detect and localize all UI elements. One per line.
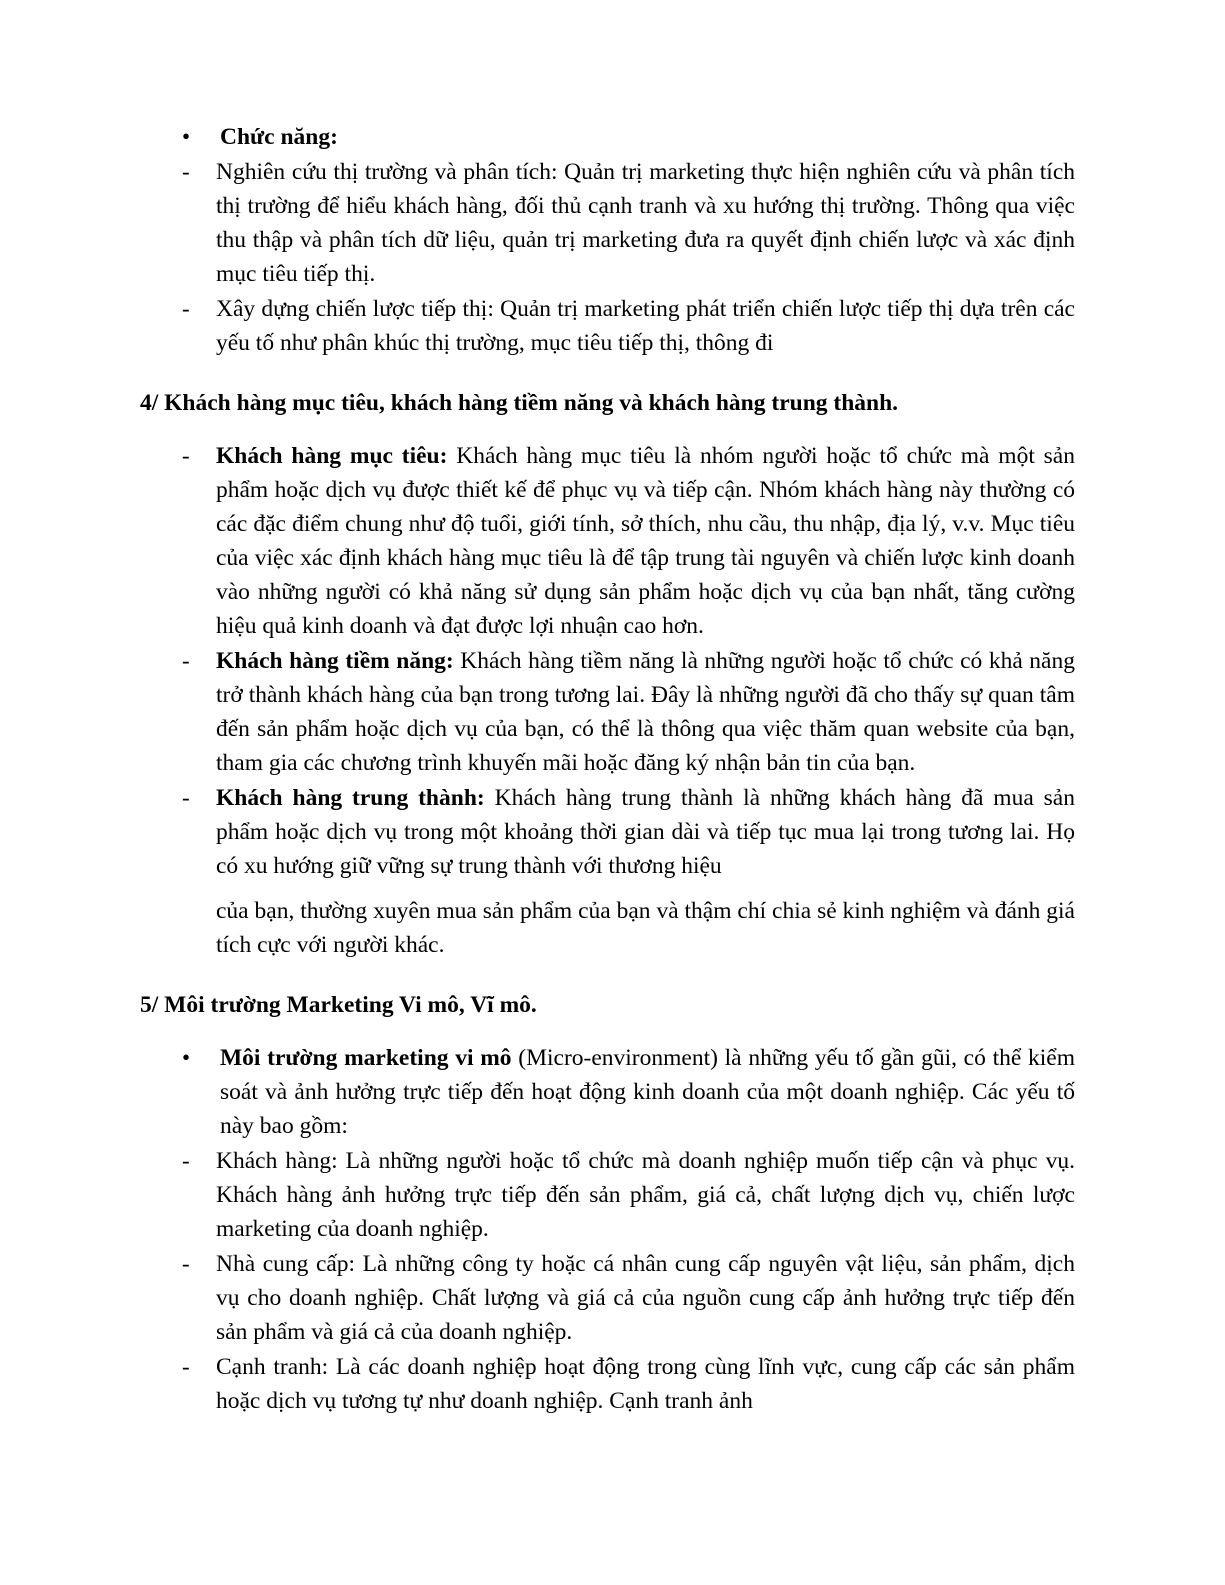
list-item-text: Khách hàng: Là những người hoặc tổ chức mà doanh nghiệp muốn tiếp cận và phục vụ. Khách hàng ảnh hưởng trực tiếp đến sản phẩm, giá cả, chất lượng dịch vụ, chiến lược marketing của doanh nghiệp. — [216, 1147, 1075, 1242]
list-item-text — [216, 439, 1075, 643]
section-5 — [140, 988, 1075, 1418]
list-item-text — [216, 644, 1075, 780]
bullet-icon: • — [182, 1044, 191, 1070]
list-item-text: Cạnh tranh: Là các doanh nghiệp hoạt động trong cùng lĩnh vực, cung cấp các sản phẩm hoặc dịch vụ tương tự như doanh nghiệp. Cạnh tranh ảnh — [216, 1354, 1075, 1415]
term-label: Khách hàng mục tiêu: — [216, 442, 448, 469]
list-item — [182, 1350, 1075, 1418]
dash-icon: - — [182, 296, 190, 322]
dash-icon: - — [182, 785, 190, 811]
list-item-text — [216, 781, 1075, 883]
term-label: Môi trường marketing vi mô — [220, 1044, 512, 1071]
term-label: Khách hàng trung thành: — [216, 785, 485, 812]
dash-icon: - — [182, 159, 190, 185]
dash-icon: - — [182, 1250, 190, 1276]
list-item-text: Nghiên cứu thị trường và phân tích: Quản trị marketing thực hiện nghiên cứu và phân tích thị trường để hiểu khách hàng, đối thủ cạnh tranh và xu hướng thị trường. Thông qua việc thu thập và phân tích dữ liệu, quản trị marketing đưa ra quyết định chiến lược và xác định mục tiêu tiếp thị. — [216, 159, 1075, 288]
dash-icon: - — [182, 647, 190, 673]
section-4-trailing-paragraph: của bạn, thường xuyên mua sản phẩm của bạn và thậm chí chia sẻ kinh nghiệm và đánh giá tích cực với người khác. — [216, 898, 1075, 959]
paragraph-spacer — [140, 884, 1075, 894]
list-item — [182, 1041, 1075, 1143]
bullet-heading-chuc-nang — [182, 120, 1075, 154]
section-chuc-nang — [140, 120, 1075, 360]
list-item — [182, 644, 1075, 780]
list-item-text — [220, 1041, 1075, 1143]
section-4 — [140, 386, 1075, 962]
term-description: (Micro-environment) là những yếu tố gần gũi, có thể kiểm soát và ảnh hưởng trực tiếp đến hoạt động kinh doanh của một doanh nghiệp. Các yếu tố này bao gồm: — [220, 1044, 1075, 1139]
dash-icon: - — [182, 442, 190, 468]
list-item — [182, 1144, 1075, 1246]
list-item — [182, 781, 1075, 883]
chuc-nang-label: Chức năng: — [220, 124, 338, 150]
list-item — [182, 1247, 1075, 1349]
section-5-heading: 5/ Môi trường Marketing Vi mô, Vĩ mô. — [140, 992, 537, 1019]
bullet-icon: • — [182, 124, 191, 149]
section-4-heading: 4/ Khách hàng mục tiêu, khách hàng tiềm năng và khách hàng trung thành. — [140, 390, 899, 417]
term-description: Khách hàng mục tiêu là nhóm người hoặc tổ chức mà một sản phẩm hoặc dịch vụ được thiết kế để phục vụ và tiếp cận. Nhóm khách hàng này thường có các đặc điểm chung như độ tuổi, giới tính, sở thích, nhu cầu, thu nhập, địa lý, v.v. Mục tiêu của việc xác định khách hàng mục tiêu là để tập trung tài nguyên và chiến lược kinh doanh vào những người có khả năng sử dụng sản phẩm hoặc dịch vụ của bạn nhất, tăng cường hiệu quả kinh doanh và đạt được lợi nhuận cao hơn. — [216, 442, 1075, 639]
list-item — [182, 155, 1075, 291]
term-description: Khách hàng trung thành là những khách hàng đã mua sản phẩm hoặc dịch vụ trong một khoảng thời gian dài và tiếp tục mua lại trong tương lai. Họ có xu hướng giữ vững sự trung thành với thương hiệu — [216, 785, 1075, 880]
list-item — [182, 292, 1075, 360]
list-item-text: Nhà cung cấp: Là những công ty hoặc cá nhân cung cấp nguyên vật liệu, sản phẩm, dịch vụ cho doanh nghiệp. Chất lượng và giá cả của nguồn cung cấp ảnh hưởng trực tiếp đến sản phẩm và giá cả của doanh nghiệp. — [216, 1250, 1075, 1345]
list-item-text: Xây dựng chiến lược tiếp thị: Quản trị marketing phát triển chiến lược tiếp thị dựa trên các yếu tố như phân khúc thị trường, mục tiêu tiếp thị, thông đi — [216, 296, 1075, 357]
dash-icon: - — [182, 1354, 190, 1380]
list-item — [182, 439, 1075, 643]
term-label: Khách hàng tiềm năng: — [216, 647, 454, 674]
term-description: Khách hàng tiềm năng là những người hoặc tổ chức có khả năng trở thành khách hàng của bạn trong tương lai. Đây là những người đã cho thấy sự quan tâm đến sản phẩm hoặc dịch vụ của bạn, có thể là thông qua việc thăm quan website của bạn, tham gia các chương trình khuyến mãi hoặc đăng ký nhận bản tin của bạn. — [216, 647, 1075, 777]
dash-icon: - — [182, 1147, 190, 1173]
